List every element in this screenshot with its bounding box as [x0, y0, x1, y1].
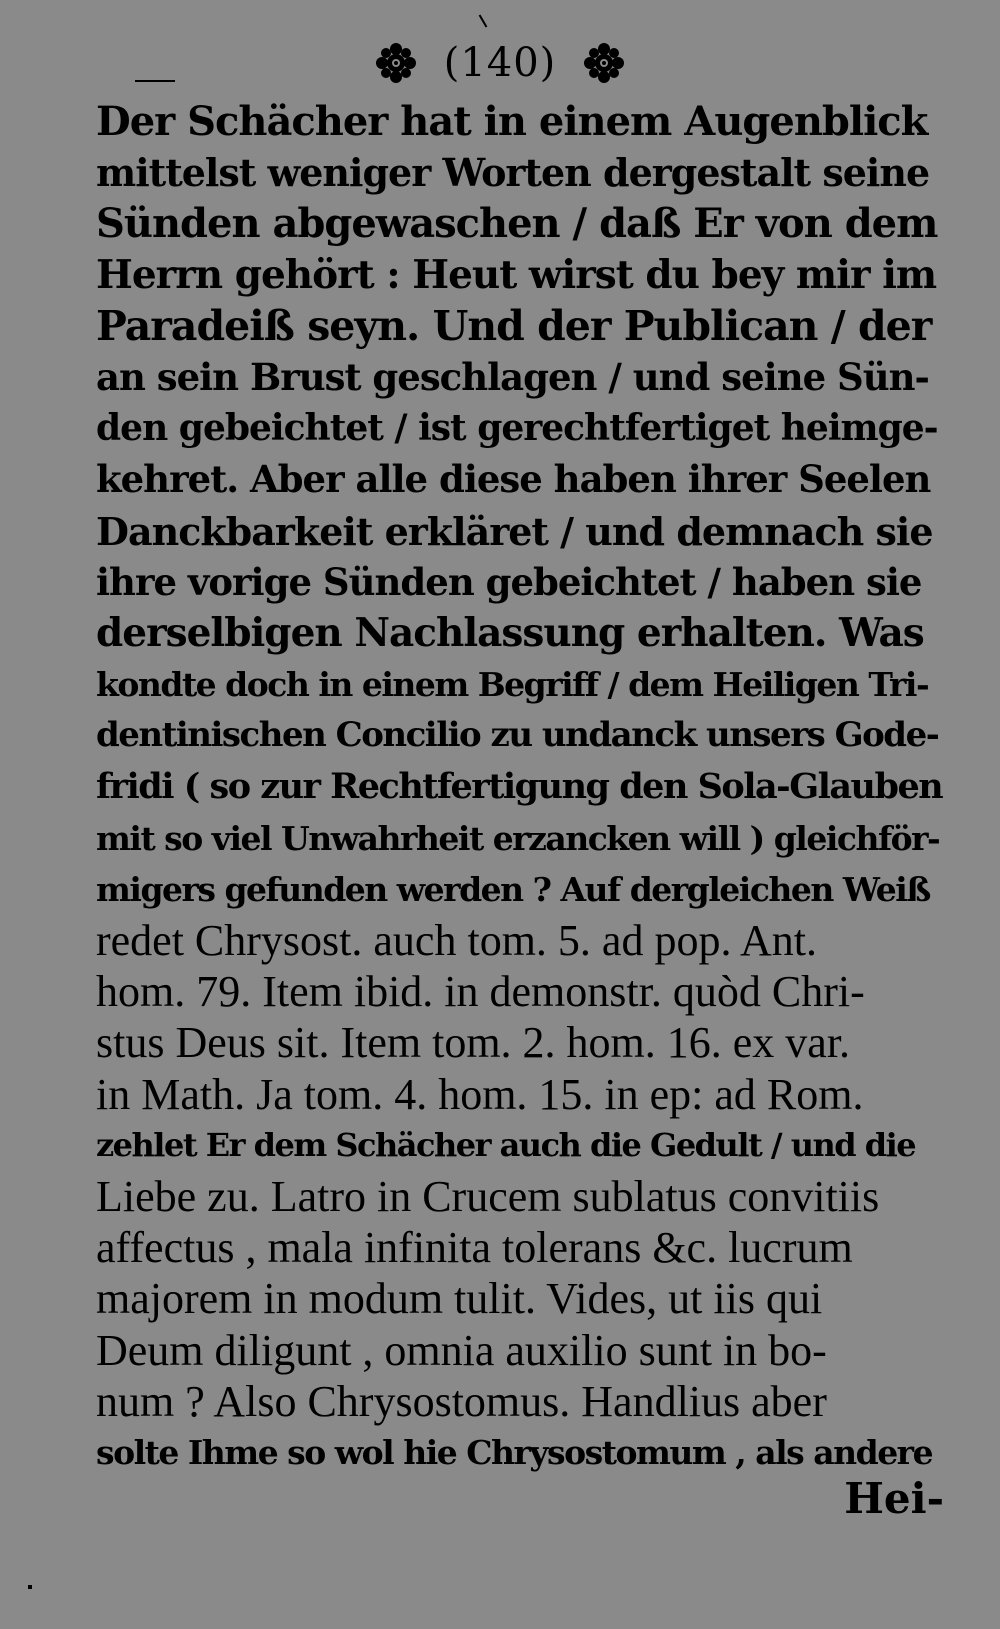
text-line: hom. 79. Item ibid. in demonstr. quòd Chri-: [96, 967, 865, 1017]
body-text: [96, 96, 942, 1478]
text-line: den gebeichtet / ist gerechtfertiget heimge-: [96, 407, 938, 450]
text-line: Paradeiß seyn. Und der Publican / der: [96, 301, 932, 350]
text-line: num ? Also Chrysostomus. Handlius aber: [96, 1376, 827, 1426]
text-line: fridi ( so zur Rechtfertigung den Sola-Glauben: [96, 766, 943, 808]
text-line: majorem in modum tulit. Vides, ut iis qui: [96, 1274, 823, 1324]
text-line: zehlet Er dem Schächer auch die Gedult / und die: [96, 1125, 916, 1164]
print-mark: [28, 1585, 32, 1589]
text-line: Liebe zu. Latro in Crucem sublatus convitiis: [96, 1171, 880, 1221]
text-line: affectus , mala infinita tolerans &c. lucrum: [96, 1223, 853, 1273]
text-line: mittelst weniger Worten dergestalt seine: [96, 150, 930, 196]
print-mark: [135, 80, 175, 82]
text-line: kondte doch in einem Begriff / dem Heiligen Tri-: [96, 665, 929, 705]
catchword: Hei-: [844, 1474, 944, 1523]
text-line: ihre vorige Sünden gebeichtet / haben sie: [96, 559, 922, 604]
text-line: migers gefunden werden ? Auf dergleichen Weiß: [96, 869, 930, 909]
left-flower-ornament-icon: [376, 43, 416, 83]
print-mark: [479, 14, 488, 27]
text-line: stus Deus sit. Item tom. 2. hom. 16. ex var.: [96, 1018, 851, 1068]
text-line: mit so viel Unwahrheit erzancken will ) gleichför-: [96, 818, 940, 858]
text-line: Danckbarkeit erkläret / und demnach sie: [96, 508, 933, 554]
text-line: Herrn gehört : Heut wirst du bey mir im: [96, 251, 937, 298]
text-line: Deum diligunt , omnia auxilio sunt in bo-: [96, 1325, 827, 1375]
text-line: redet Chrysost. auch tom. 5. ad pop. Ant.: [96, 916, 818, 965]
text-line: dentinischen Concilio zu undanck unsers Gode-: [96, 715, 939, 756]
text-line: kehret. Aber alle diese haben ihrer Seelen: [96, 457, 931, 502]
text-line: in Math. Ja tom. 4. hom. 15. in ep: ad Rom.: [96, 1069, 864, 1119]
text-line: Der Schächer hat in einem Augenblick: [96, 98, 928, 145]
right-flower-ornament-icon: [584, 43, 624, 83]
text-line: an sein Brust geschlagen / und seine Sün-: [96, 354, 929, 399]
text-line: Sünden abgewaschen / daß Er von dem: [96, 200, 938, 248]
text-line: derselbigen Nachlassung erhalten. Was: [96, 609, 924, 656]
text-line: solte Ihme so wol hie Chrysostomum , als andere: [96, 1432, 933, 1472]
page-number: (140): [443, 40, 557, 86]
